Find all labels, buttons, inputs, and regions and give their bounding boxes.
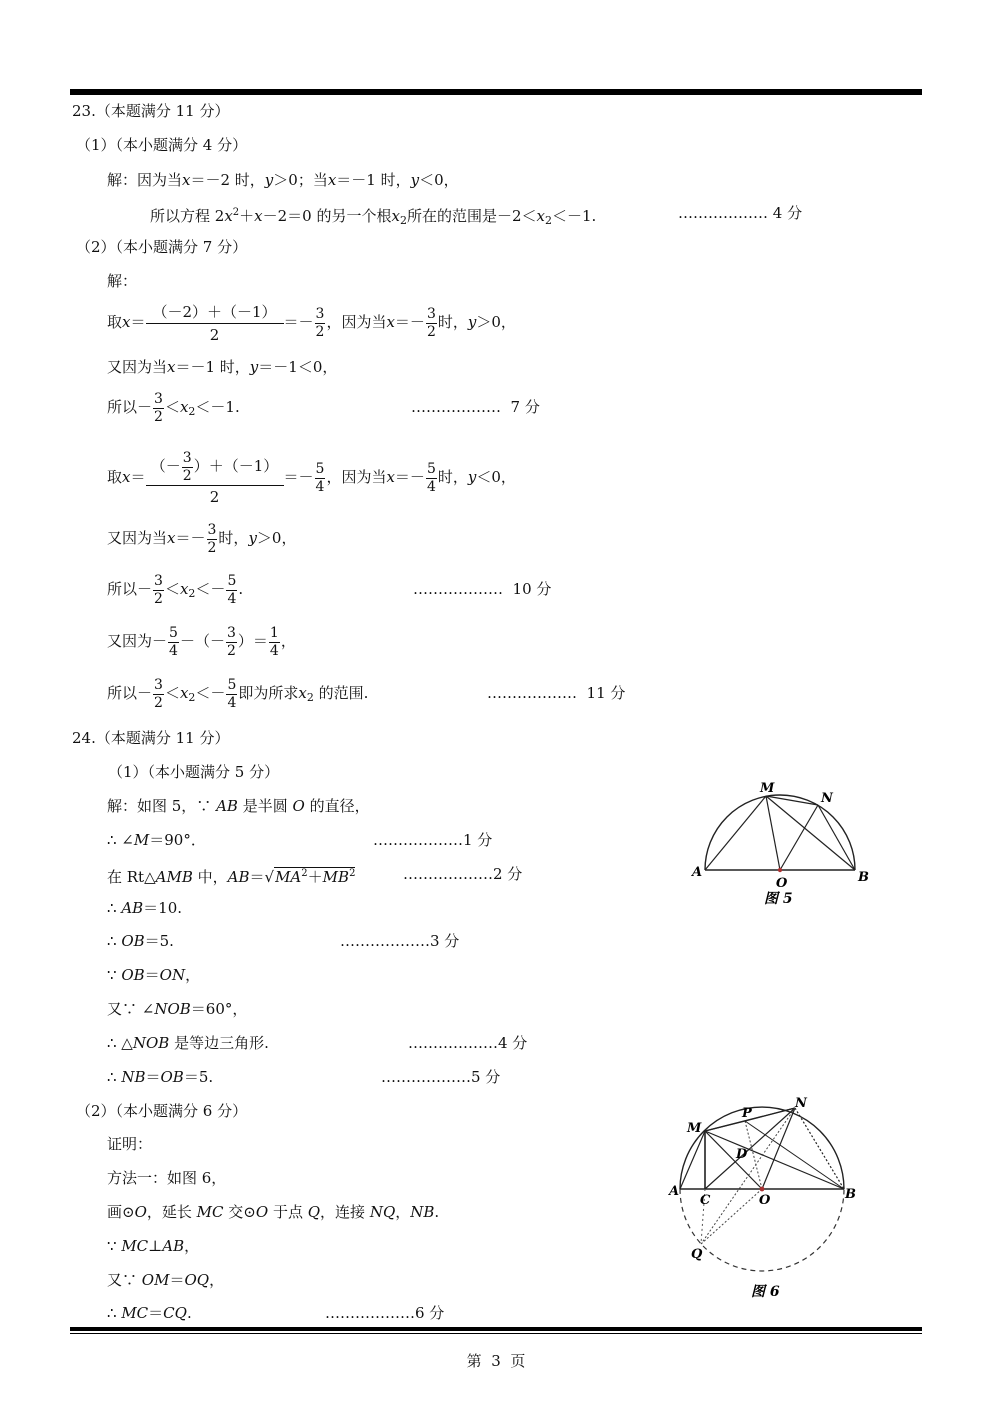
q23-part2-header: （2）（本小题满分 7 分） — [76, 238, 248, 256]
bottom-rule-thin — [70, 1333, 922, 1334]
figure-5 — [688, 775, 878, 910]
q23-part1-score: ……………… 4 分 — [678, 204, 803, 222]
q23-part1-line1: 解：因为当x＝－2 时，y＞0；当x＝－1 时，y＜0， — [107, 171, 459, 189]
q24-l5-score: ………………3 分 — [340, 932, 460, 950]
q23-step7: 又因为－ $\frac{5}{4}$ －（－ $\frac{3}{2}$ ）＝ $\frac{1}{4}$ ， — [107, 624, 296, 659]
q23-jie: 解： — [107, 272, 138, 290]
q24-header: 24.（本题满分 11 分） — [72, 729, 230, 747]
fig5-semicircle-arc — [705, 795, 855, 870]
bottom-rule-thick — [70, 1327, 922, 1331]
q23-step4-fraction: （－ $\frac{3}{2}$ ）＋（－1） 2 — [146, 448, 284, 508]
q24-l7: 又∵ ∠NOB＝60°， — [107, 1000, 248, 1018]
q24-l2-score: ………………1 分 — [373, 831, 493, 849]
q23-step1-fraction: $\frac{(-2)+(-1)}{2}$ — [146, 301, 284, 346]
q24-l8: ∴ △NOB 是等边三角形. — [107, 1034, 269, 1052]
q23-step8-score: ……………… 11 分 — [487, 684, 626, 702]
q23-step3: 所以－ $\frac{3}{2}$ $<x_2<-1$. — [107, 390, 240, 425]
q23-step6-score: ……………… 10 分 — [413, 580, 552, 598]
fig5-label-a: A — [692, 865, 703, 880]
q24-l3-score: ………………2 分 — [403, 865, 523, 883]
fig5-label-n: N — [821, 791, 833, 806]
fig5-segment-nb — [818, 805, 855, 870]
q24-p3: 画⊙O，延长 MC 交⊙O 于点 Q，连接 NQ，NB. — [107, 1203, 440, 1221]
q24-p4: ∵ MC⊥AB， — [107, 1237, 200, 1255]
fig6-segment-nb — [795, 1108, 844, 1189]
q23-part1-header: （1）（本小题满分 4 分） — [76, 136, 248, 154]
q24-l9-score: ………………5 分 — [381, 1068, 501, 1086]
q24-l9: ∴ NB＝OB＝5. — [107, 1068, 214, 1086]
q23-step3-score: ……………… 7 分 — [411, 398, 540, 416]
fig5-segment-mo — [766, 796, 780, 870]
fig6-label-o: O — [759, 1193, 771, 1208]
q24-p6: ∴ MC＝CQ. — [107, 1304, 192, 1322]
fig6-segment-am — [680, 1131, 705, 1189]
fig6-caption: 图 6 — [751, 1284, 780, 1300]
fig5-caption: 图 5 — [764, 891, 793, 907]
fig5-label-o: O — [776, 876, 788, 891]
fig6-label-n: N — [795, 1096, 807, 1111]
fig6-segment-mo — [705, 1131, 762, 1189]
fig5-center-point — [778, 868, 782, 872]
fig6-label-q: Q — [691, 1247, 703, 1262]
q23-step5: 又因为当x＝－ $\frac{3}{2}$ 时，y＞0， — [107, 521, 297, 556]
q24-l1: 解：如图 5，∵ AB 是半圆 O 的直径， — [107, 797, 370, 815]
q24-l5: ∴ OB＝5. — [107, 932, 174, 950]
fig5-label-b: B — [858, 870, 869, 885]
q23-step1: 取x＝ $\frac{(-2)+(-1)}{2}$ ＝－ $\frac{3}{2}$ ，因为当x＝－ $\frac{3}{2}$ 时，y＞0， — [107, 302, 516, 344]
fig6-label-d: D — [736, 1147, 748, 1162]
page-footer: 第 3 页 — [466, 1352, 526, 1370]
q23-step4: 取x＝ （－ $\frac{3}{2}$ ）＋（－1） 2 ＝－ $\frac{5}{4}$ ，因为当x＝－ $\frac{5}{4}$ 时，y＜0， — [107, 449, 516, 506]
q23-step6: 所以－ $\frac{3}{2}$ $<x_2<-$ $\frac{5}{4}$ . — [107, 572, 244, 607]
q24-p5: 又∵ OM＝OQ， — [107, 1271, 225, 1289]
figure-6 — [665, 1092, 865, 1307]
q24-l3: 在 Rt△AMB 中，$AB=√MA^2+MB^2$ — [107, 868, 356, 886]
fig6-label-c: C — [700, 1193, 711, 1208]
fig5-segment-on — [780, 805, 818, 870]
fig6-label-p: P — [742, 1106, 752, 1121]
q24-l6: ∵ OB＝ON， — [107, 966, 201, 984]
q24-p2: 方法一：如图 6， — [107, 1169, 227, 1187]
fig6-label-b: B — [845, 1187, 856, 1202]
q23-step8: 所以－ $\frac{3}{2}$ $<x_2<-$ $\frac{5}{4}$ 即为所求$x_2$ 的范围. — [107, 676, 369, 711]
fig6-center-point — [760, 1187, 765, 1192]
q24-l8-score: ………………4 分 — [408, 1034, 528, 1052]
q23-header: 23.（本题满分 11 分） — [72, 102, 230, 120]
q24-part1-header: （1）（本小题满分 5 分） — [108, 763, 280, 781]
fig6-segment-mb — [705, 1131, 844, 1189]
q24-l4: ∴ AB＝10. — [107, 899, 183, 917]
fig5-segment-mb — [766, 796, 855, 870]
q24-p6-score: ………………6 分 — [325, 1304, 445, 1322]
q24-l2: ∴ ∠M＝90°． — [107, 831, 206, 849]
top-rule — [70, 89, 922, 95]
q23-step2: 又因为当x＝－1 时，y＝－1＜0， — [107, 358, 338, 376]
q24-p1: 证明： — [107, 1135, 153, 1153]
q24-part2-header: （2）（本小题满分 6 分） — [76, 1102, 248, 1120]
fig5-label-m: M — [760, 781, 775, 796]
fig6-label-a: A — [669, 1184, 680, 1199]
q23-part1-line2: 所以方程 $2x^2+x-2=0$ 的另一个根$x_2$所在的范围是$-2<x_2<-1$. — [150, 207, 597, 227]
fig6-label-m: M — [687, 1121, 702, 1136]
fig6-segment-pb — [745, 1121, 844, 1189]
page-number: 3 — [491, 1352, 501, 1370]
